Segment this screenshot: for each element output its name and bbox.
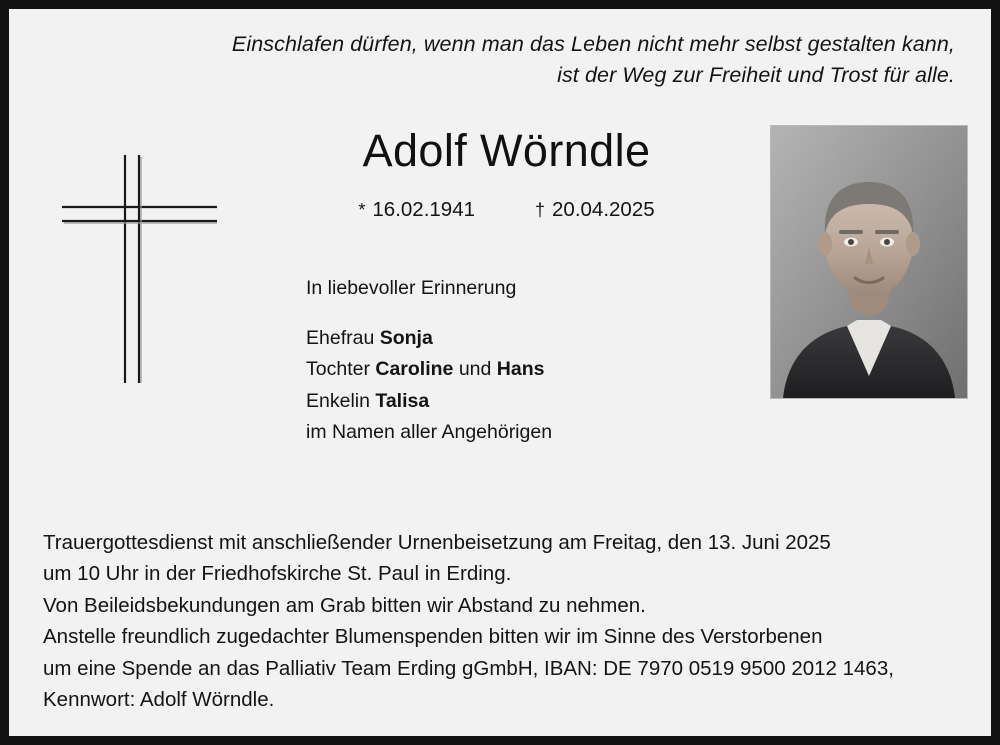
- birth-symbol-icon: *: [358, 199, 366, 220]
- death-date-group: [535, 198, 655, 222]
- relative-line-2: [306, 354, 552, 386]
- epitaph-line-2: ist der Weg zur Freiheit und Trost für alle.: [557, 62, 955, 87]
- relatives-closing: im Namen aller Angehörigen: [306, 421, 553, 444]
- detail-line-4: Anstelle freundlich zugedachter Blumenspenden bitten wir im Sinne des Verstorbenen: [43, 625, 823, 649]
- relative-2-name: Caroline: [375, 358, 454, 381]
- relative-3-prefix: Enkelin: [306, 389, 376, 412]
- relative-2-name-b: Hans: [496, 358, 545, 381]
- relative-1-prefix: Ehefrau: [306, 326, 380, 349]
- service-details: [9, 527, 991, 736]
- relative-line-3: [306, 386, 552, 418]
- detail-line-3: Von Beileidsbekundungen am Grab bitten wir Abstand zu nehmen.: [43, 593, 646, 617]
- detail-line-5: um eine Spende an das Palliativ Team Erding gGmbH, IBAN: DE 7970 0519 9500 2012 1463,: [43, 656, 894, 680]
- detail-line-6: Kennwort: Adolf Wörndle.: [43, 688, 275, 712]
- detail-line-1: Trauergottesdienst mit anschließender Urnenbeisetzung am Freitag, den 13. Juni 2025: [43, 530, 831, 554]
- memory-block: [306, 273, 552, 449]
- death-date: 20.04.2025: [552, 197, 655, 221]
- relative-line-1: [306, 323, 552, 355]
- cross-symbol-icon: †: [535, 199, 546, 220]
- cross-icon: [57, 145, 227, 395]
- birth-date-group: [358, 198, 475, 222]
- birth-date: 16.02.1941: [372, 197, 475, 221]
- notice-body: [9, 90, 991, 490]
- relative-1-name: Sonja: [379, 326, 433, 349]
- name-block: [254, 126, 759, 222]
- memory-intro: In liebevoller Erinnerung: [306, 277, 517, 300]
- relative-3-name: Talisa: [375, 389, 430, 412]
- portrait-photo: [770, 125, 968, 399]
- relative-2-conjunction: und: [453, 358, 497, 381]
- epitaph-line-1: Einschlafen dürfen, wenn man das Leben nicht mehr selbst gestalten kann,: [231, 32, 955, 56]
- epitaph-motto: [9, 9, 991, 90]
- relative-2-prefix: Tochter: [306, 358, 376, 381]
- life-dates: [254, 198, 759, 222]
- detail-line-2: um 10 Uhr in der Friedhofskirche St. Paul in Erding.: [43, 562, 512, 586]
- deceased-name: Adolf Wörndle: [362, 125, 651, 177]
